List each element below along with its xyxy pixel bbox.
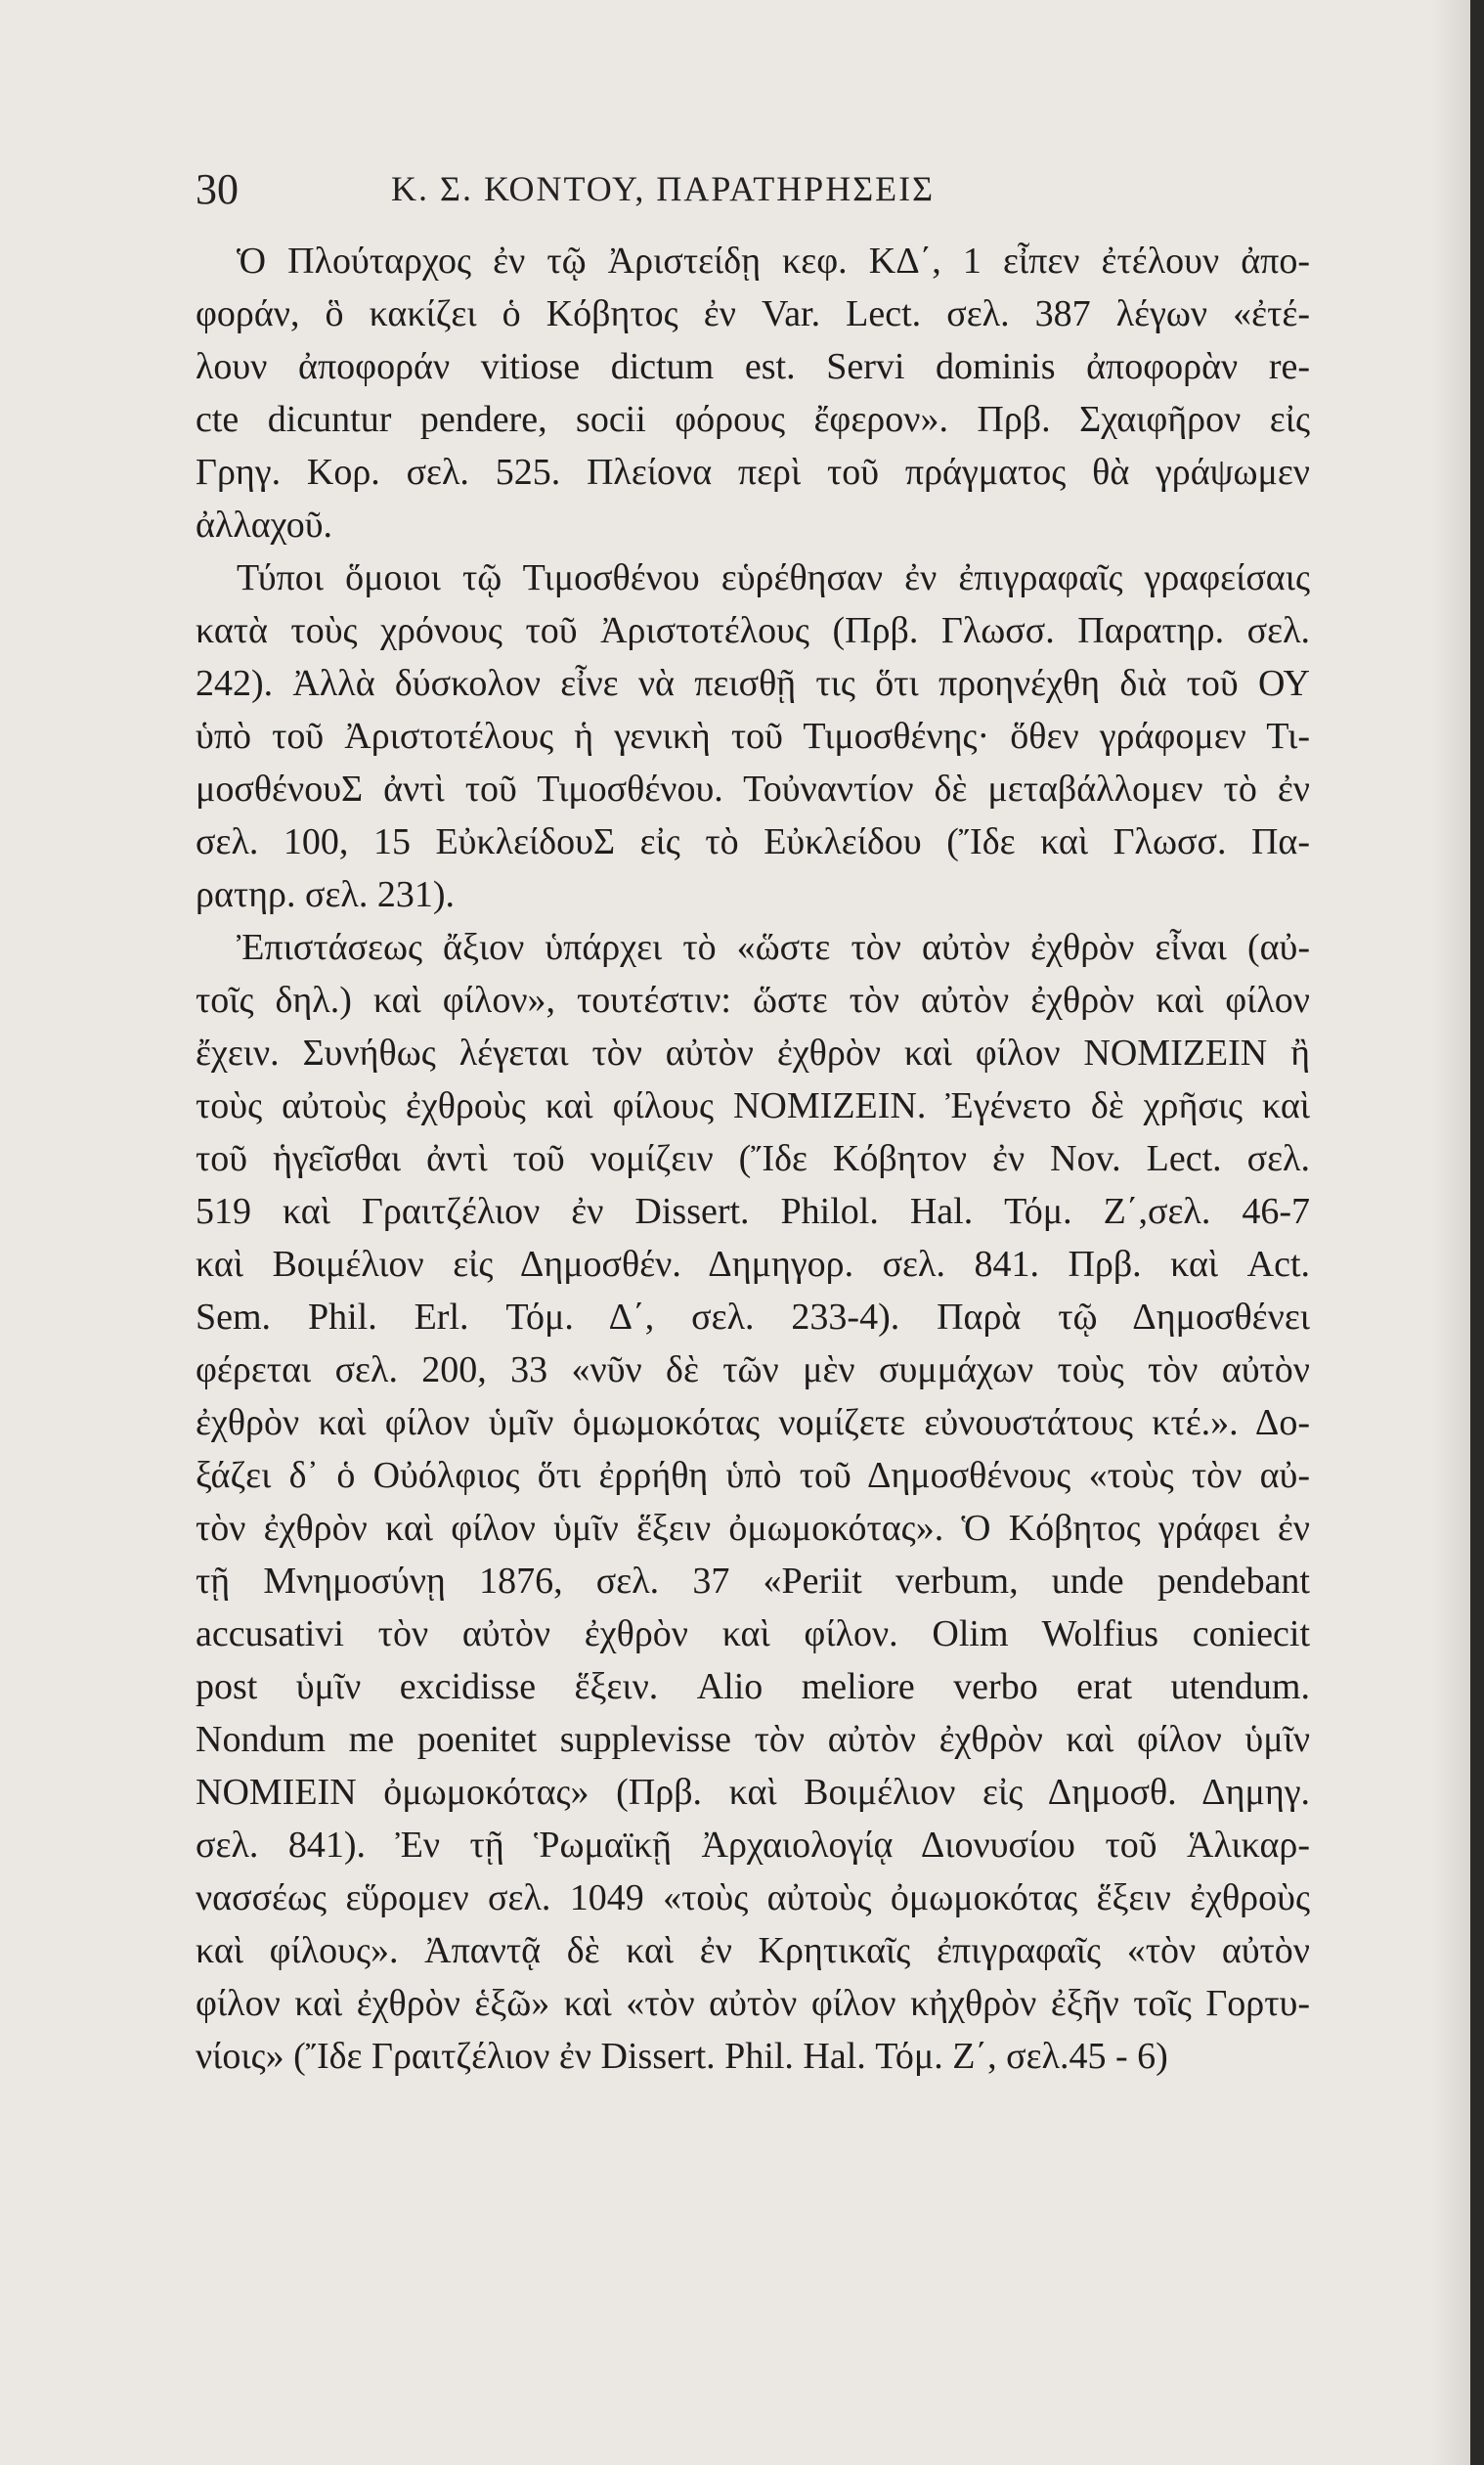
text-line: νίοις» (Ἴδε Γραιτζέλιον ἐν Dissert. Phil. Hal. Τόμ. Ζ΄, σελ.45 - 6) — [196, 2036, 1168, 2077]
text-line: post ὑμῖν excidisse ἕξειν. Alio meliore verbo erat utendum. — [196, 1666, 1310, 1707]
text-line: Ἐπιστάσεως ἄξιον ὑπάρχει τὸ «ὥστε τὸν αὐτὸν ἐχθρὸν εἶναι (αὐ- — [237, 927, 1310, 968]
text-line: Sem. Phil. Erl. Τόμ. Δ΄, σελ. 233-4). Παρὰ τῷ Δημοσθένει — [196, 1297, 1310, 1338]
text-line: νασσέως εὕρομεν σελ. 1049 «τοὺς αὐτοὺς ὀμωμοκότας ἕξειν ἐχθροὺς — [196, 1877, 1310, 1918]
text-line: φοράν, ὃ κακίζει ὁ Κόβητος ἐν Var. Lect. σελ. 387 λέγων «ἐτέ- — [196, 293, 1310, 334]
text-line: τὸν ἐχθρὸν καὶ φίλον ὑμῖν ἕξειν ὀμωμοκότας». Ὁ Κόβητος γράφει ἐν — [196, 1508, 1310, 1549]
text-line: 519 καὶ Γραιτζέλιον ἐν Dissert. Philol. Hal. Τόμ. Ζ΄,σελ. 46-7 — [196, 1191, 1310, 1232]
text-line: cte dicuntur pendere, socii φόρους ἔφερον». Πρβ. Σχαιφῆρον εἰς — [196, 399, 1310, 440]
text-line: καὶ Βοιμέλιον εἰς Δημοσθέν. Δημηγορ. σελ. 841. Πρβ. καὶ Act. — [196, 1244, 1310, 1285]
text-line: 242). Ἀλλὰ δύσκολον εἶνε νὰ πεισθῇ τις ὅτι προηνέχθη διὰ τοῦ ΟΥ — [196, 663, 1310, 704]
text-line: λουν ἀποφοράν vitiose dictum est. Servi dominis ἀποφορὰν re- — [196, 346, 1310, 387]
text-line: σελ. 100, 15 ΕὐκλείδουΣ εἰς τὸ Εὐκλείδου (Ἴδε καὶ Γλωσσ. Πα- — [196, 821, 1310, 862]
text-line: ξάζει δ᾽ ὁ Οὐόλφιος ὅτι ἐρρήθη ὑπὸ τοῦ Δημοσθένους «τοὺς τὸν αὐ- — [196, 1455, 1310, 1496]
body-text — [196, 235, 1310, 2083]
text-line: τοῦ ἡγεῖσθαι ἀντὶ τοῦ νομίζειν (Ἴδε Κόβητον ἐν Nov. Lect. σελ. — [196, 1138, 1310, 1179]
text-line: ὑπὸ τοῦ Ἀριστοτέλους ἡ γενικὴ τοῦ Τιμοσθένης· ὅθεν γράφομεν Τι- — [196, 716, 1310, 757]
text-line: accusativi τὸν αὐτὸν ἐχθρὸν καὶ φίλον. Olim Wolfius coniecit — [196, 1613, 1310, 1654]
text-line: Γρηγ. Κορ. σελ. 525. Πλείονα περὶ τοῦ πράγματος θὰ γράψωμεν — [196, 452, 1310, 493]
text-line: ΝΟΜΙΕΙΝ ὀμωμοκότας» (Πρβ. καὶ Βοιμέλιον εἰς Δημοσθ. Δημηγ. — [196, 1772, 1310, 1813]
text-line: τῇ Μνημοσύνῃ 1876, σελ. 37 «Periit verbum, unde pendebant — [196, 1561, 1310, 1602]
text-line: σελ. 841). Ἐν τῇ Ῥωμαϊκῇ Ἀρχαιολογίᾳ Διονυσίου τοῦ Ἁλικαρ- — [196, 1825, 1310, 1866]
text-line: φίλον καὶ ἐχθρὸν ἑξῶ» καὶ «τὸν αὐτὸν φίλον κἠχθρὸν ἐξῆν τοῖς Γορτυ- — [196, 1983, 1310, 2024]
text-line: ρατηρ. σελ. 231). — [196, 874, 455, 915]
text-line: ἀλλαχοῦ. — [196, 505, 333, 546]
page-header — [196, 164, 1310, 223]
text-line: φέρεται σελ. 200, 33 «νῦν δὲ τῶν μὲν συμμάχων τοὺς τὸν αὐτὸν — [196, 1349, 1310, 1390]
text-line: μοσθένουΣ ἀντὶ τοῦ Τιμοσθένου. Τοὐναντίον δὲ μεταβάλλομεν τὸ ἐν — [196, 769, 1310, 810]
text-line: Ὁ Πλούταρχος ἐν τῷ Ἀριστείδῃ κεφ. ΚΔ΄, 1 εἶπεν ἐτέλουν ἀπο- — [237, 241, 1310, 282]
text-line: τοῖς δηλ.) καὶ φίλον», τουτέστιν: ὥστε τὸν αὐτὸν ἐχθρὸν καὶ φίλον — [196, 980, 1310, 1021]
running-head: Κ. Σ. ΚΟΝΤΟΥ, ΠΑΡΑΤΗΡΗΣΕΙΣ — [391, 169, 936, 208]
text-line: καὶ φίλους». Ἀπαντᾷ δὲ καὶ ἐν Κρητικαῖς ἐπιγραφαῖς «τὸν αὐτὸν — [196, 1930, 1310, 1971]
text-line: κατὰ τοὺς χρόνους τοῦ Ἀριστοτέλους (Πρβ. Γλωσσ. Παρατηρ. σελ. — [196, 610, 1310, 651]
text-line: τοὺς αὐτοὺς ἐχθροὺς καὶ φίλους ΝΟΜΙΖΕΙΝ. Ἐγένετο δὲ χρῆσις καὶ — [196, 1085, 1310, 1126]
text-line: ἔχειν. Συνήθως λέγεται τὸν αὐτὸν ἐχθρὸν καὶ φίλον ΝΟΜΙΖΕΙΝ ἢ — [196, 1033, 1310, 1074]
text-line: ἐχθρὸν καὶ φίλον ὑμῖν ὁμωμοκότας νομίζετε εὐνουστάτους κτέ.». Δο- — [196, 1402, 1310, 1443]
page-number: 30 — [196, 165, 239, 213]
text-line: Τύποι ὅμοιοι τῷ Τιμοσθένου εὑρέθησαν ἐν ἐπιγραφαῖς γραφείσαις — [237, 557, 1310, 598]
text-line: Nondum me poenitet supplevisse τὸν αὐτὸν ἐχθρὸν καὶ φίλον ὑμῖν — [196, 1719, 1310, 1760]
